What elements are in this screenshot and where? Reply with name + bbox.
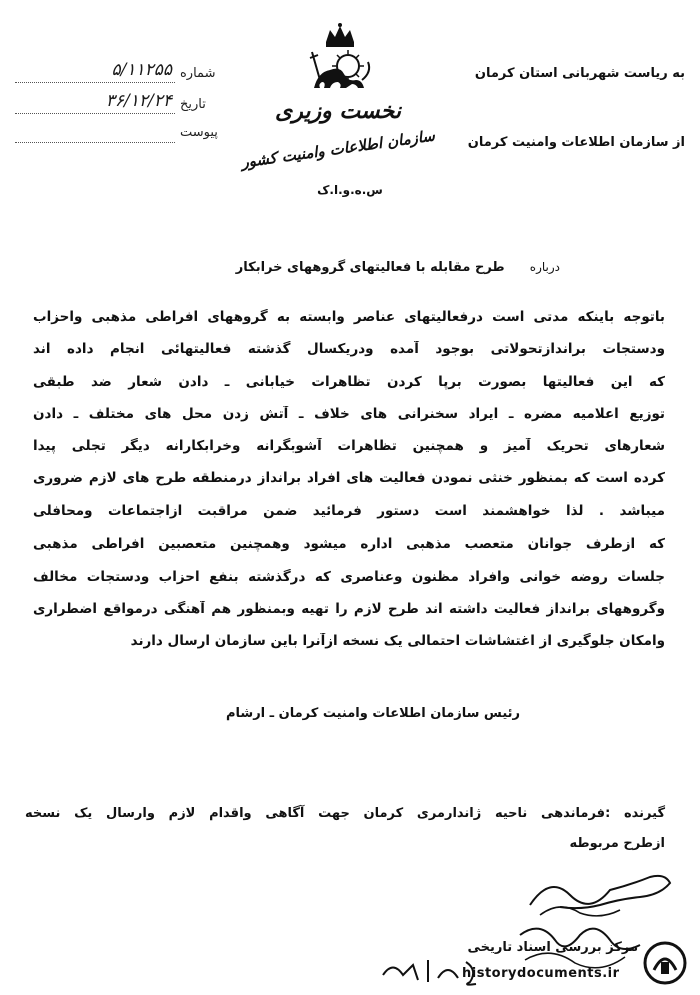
- recipient-line-continued: ازطرح مربوطه: [569, 836, 665, 851]
- body-line: که ازطرف جوانان متعصب مذهبی اداره میشود وهمچنین متعصبین افراطی مذهبی: [33, 536, 665, 552]
- signatory-title: رئیس سازمان اطلاعات وامنیت کرمان ـ ارشام: [226, 706, 520, 721]
- body-line: کرده است که بمنظور خنثی نمودن فعالیت های افراد برانداز درمنطقه طرح های لازم ضروری: [33, 470, 665, 486]
- archive-watermark-name: مرکز بررسی اسناد تاریخی: [467, 940, 638, 955]
- body-line: توزیع اعلامیه مضره ـ ایراد سخنرانی های خلاف ـ آتش زدن محل های مختلف ـ دادن: [33, 406, 665, 422]
- date-label: تاریخ: [180, 97, 206, 112]
- number-label: شماره: [180, 66, 216, 81]
- addressee: به ریاست شهربانی استان کرمان: [474, 66, 685, 81]
- attachment-label: پیوست: [180, 125, 218, 140]
- number-value: ۵/۱۱۲۵۵: [111, 60, 172, 80]
- number-underline: [15, 82, 175, 83]
- body-line: وامکان جلوگیری از اغتشاشات احتمالی یک نسخه ازآنرا باین سازمان ارسال دارند: [130, 633, 665, 649]
- sender: از سازمان اطلاعات وامنیت کرمان: [467, 135, 685, 150]
- body-line: شعارهای تحریک آمیز و همچنین تظاهرات آشوبگرانه وخرابکارانه دیگر تجلی پیدا: [33, 438, 665, 454]
- body-line: باتوجه باینکه مدتی است درفعالیتهای عناصر وابسته به گروههای افراطی مذهبی واحزاب: [33, 309, 665, 325]
- archive-watermark-url: historydocuments.ir: [462, 966, 620, 981]
- body-line: میباشد . لذا خواهشمند است دستور فرمائید ضمن مراقبت ازاجتماعات ومحافلی: [33, 503, 665, 519]
- subject-label: درباره: [529, 260, 560, 274]
- archive-logo-icon: [642, 940, 688, 986]
- body-line: ودستجات براندازتحولاتی بوجود آمده ودریکسال گذشته فعالیتهائی انجام داده اند: [33, 341, 665, 357]
- date-underline: [15, 113, 175, 114]
- emblem-code: س.ه.و.ا.ک: [317, 183, 383, 197]
- emblem-title: نخست وزیری: [275, 98, 401, 124]
- attachment-underline: [15, 142, 175, 143]
- body-line: که این فعالیتها بصورت برپا کردن تظاهرات خیابانی ـ دادن شعار ضد طبقی: [33, 374, 665, 390]
- emblem-organization: سازمان اطلاعات وامنیت کشور: [240, 126, 436, 172]
- subject-text: طرح مقابله با فعالیتهای گروههای خرابکار: [235, 260, 505, 275]
- body-line: جلسات روضه خوانی وافراد مظنون وعناصری که درگذشته بنفع احزاب ودستجات مخالف: [33, 569, 665, 585]
- subject-row: [140, 256, 560, 275]
- body-line: وگروههای برانداز فعالیت داشته اند طرح لازم را تهیه وبمنظور هم آهنگی درمواقع اضطراری: [33, 601, 665, 617]
- lion-and-sun-emblem-icon: [300, 22, 380, 98]
- date-value: ۳۶/۱۲/۲۴: [105, 91, 172, 111]
- recipient-line: گیرنده :فرماندهی ناحیه ژاندارمری کرمان جهت آگاهی واقدام لازم وارسال یک نسخه: [25, 806, 665, 821]
